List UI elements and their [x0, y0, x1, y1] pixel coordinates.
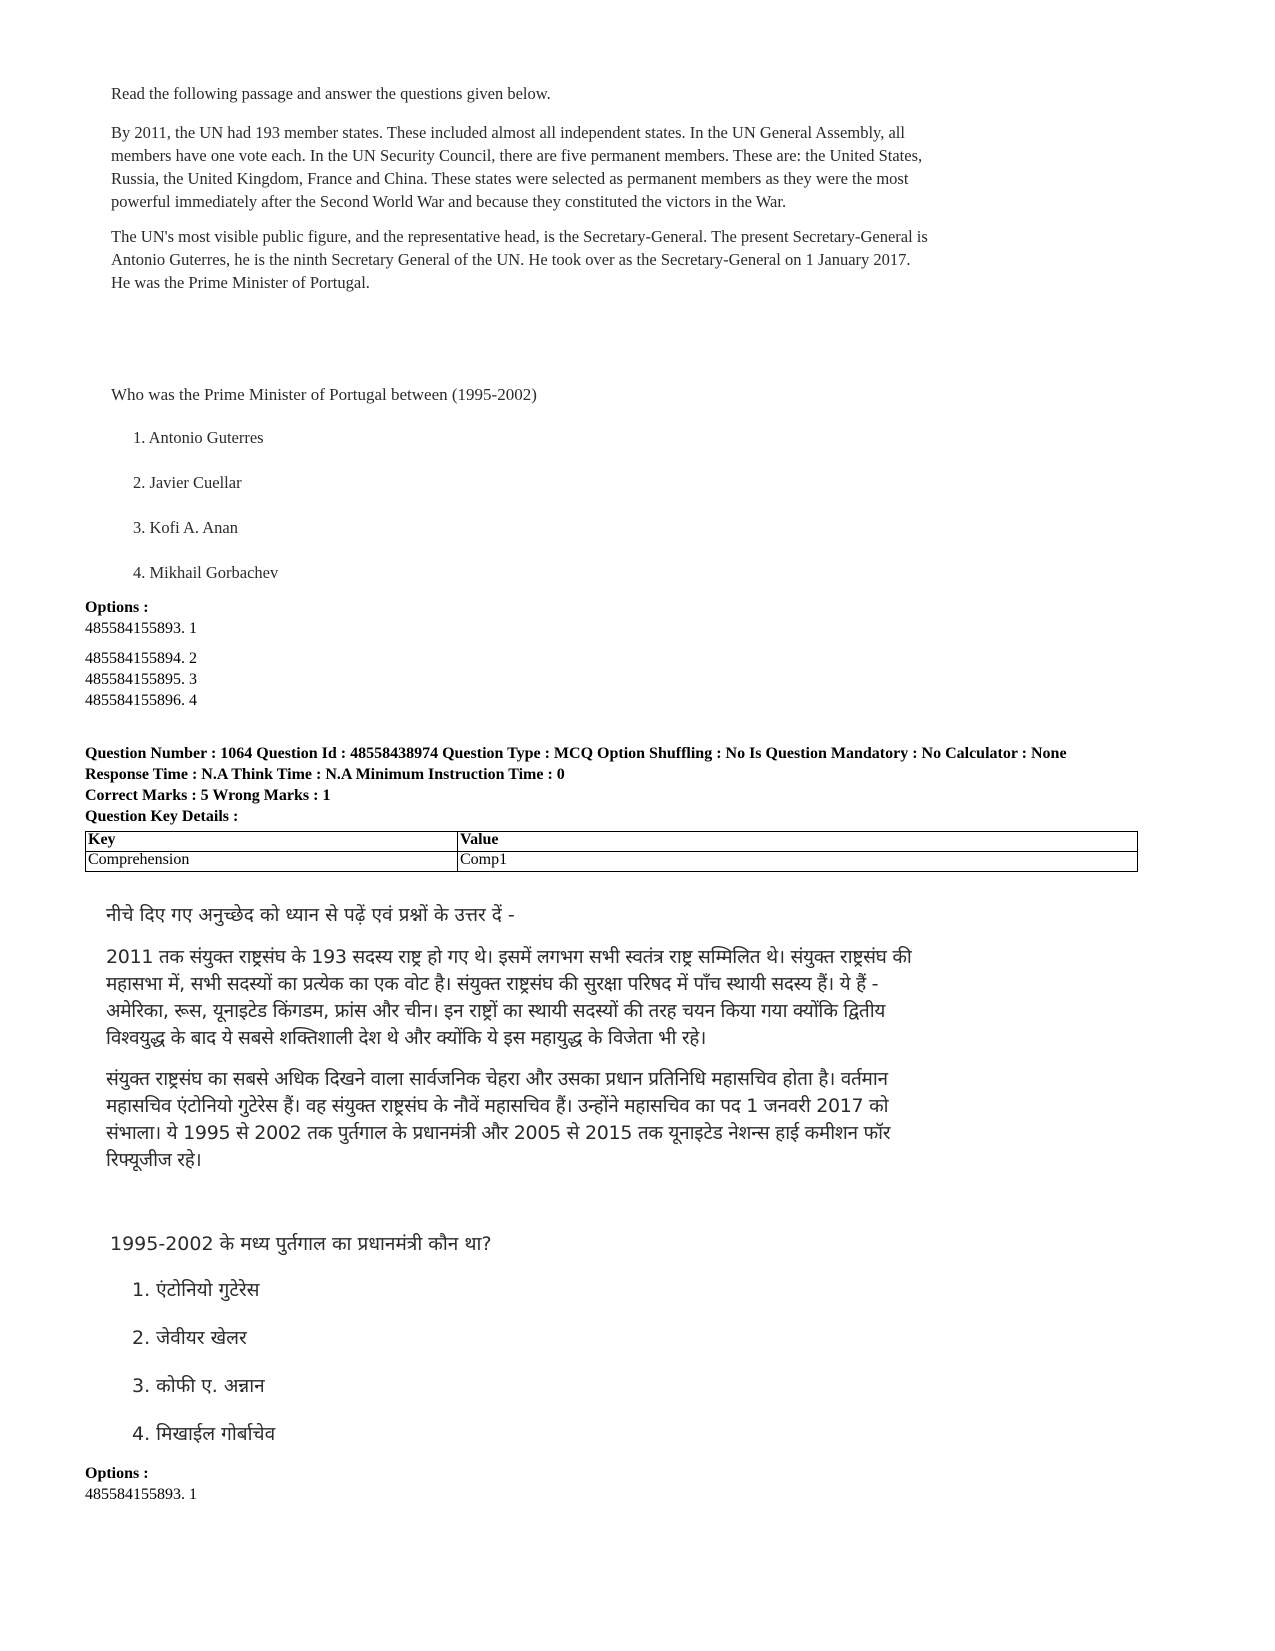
question-options-hi — [132, 1278, 275, 1470]
table-header-value: Value — [458, 832, 1138, 852]
passage-paragraph-hi-2: संयुक्त राष्ट्रसंघ का सबसे अधिक दिखने वाला सार्वजनिक चेहरा और उसका प्रधान प्रतिनिधि महासचिव होता है। वर्तमान महासचिव एंटोनियो गुटेरेस हैं। वह संयुक्त राष्ट्रसंघ के नौवें महासचिव हैं। उन्होंने महासचिव का पद 1 जनवरी 2017 को संभाला। ये 1995 से 2002 तक पुर्तगाल के प्रधानमंत्री और 2005 से 2015 तक यूनाइटेड नेशन्स हाई कमीशन फॉर रिफ्यूजीज रहे। — [106, 1068, 891, 1171]
question-text-hi: 1995-2002 के मध्य पुर्तगाल का प्रधानमंत्री कौन था? — [110, 1233, 492, 1255]
timing-meta-line: Response Time : N.A Think Time : N.A Minimum Instruction Time : 0 — [85, 766, 565, 783]
option-id-2: 485584155894. 2 — [85, 650, 197, 667]
table-cell-value: Comp1 — [458, 852, 1138, 872]
question-options-en — [133, 427, 278, 607]
option-en-3: 3. Kofi A. Anan — [133, 518, 238, 537]
option-hi-1: 1. एंटोनियो गुटेरेस — [132, 1279, 260, 1301]
table-header-row — [86, 832, 1138, 852]
hindi-passage — [106, 902, 946, 1174]
option-en-2: 2. Javier Cuellar — [133, 473, 242, 492]
option-en-1: 1. Antonio Guterres — [133, 428, 264, 447]
table-cell-key: Comprehension — [86, 852, 458, 872]
table-header-key: Key — [86, 832, 458, 852]
option-id-1: 485584155893. 1 — [85, 620, 197, 637]
passage-paragraph-en-1: By 2011, the UN had 193 member states. These included almost all independent states. In the UN General Assembly, all members have one vote each. In the UN Security Council, there are five permanent members. These are: the United States, Russia, the United Kingdom, France and China. These states were selected as permanent members as they were the most powerful immediately after the Second World War and because they constituted the victors in the War. — [111, 123, 923, 211]
options-label-2: Options : — [85, 1465, 149, 1482]
marks-meta-line: Correct Marks : 5 Wrong Marks : 1 — [85, 787, 331, 804]
passage-instruction-hi: नीचे दिए गए अनुच्छेद को ध्यान से पढ़ें एवं प्रश्नों के उत्तर दें - — [106, 904, 515, 926]
passage-paragraph-hi-1: 2011 तक संयुक्त राष्ट्रसंघ के 193 सदस्य राष्ट्र हो गए थे। इसमें लगभग सभी स्वतंत्र राष्ट्र सम्मिलित थे। संयुक्त राष्ट्रसंघ की महासभा में, सभी सदस्यों का प्रत्येक का एक वोट है। संयुक्त राष्ट्रसंघ की सुरक्षा परिषद में पाँच स्थायी सदस्य हैं। ये हैं - अमेरिका, रूस, यूनाइटेड किंगडम, फ्रांस और चीन। इन राष्ट्रों का स्थायी सदस्यों की तरह चयन किया गया क्योंकि द्वितीय विश्वयुद्ध के बाद ये सबसे शक्तिशाली देश थे और क्योंकि ये इस महायुद्ध के विजेता भी रहे। — [106, 946, 912, 1049]
options-label-1: Options : — [85, 599, 149, 616]
english-passage — [111, 83, 931, 294]
key-value-table — [85, 831, 1138, 872]
option-hi-3: 3. कोफी ए. अन्नान — [132, 1375, 265, 1397]
option-id-4: 485584155896. 4 — [85, 692, 197, 709]
key-value-table-wrap — [85, 831, 1138, 872]
passage-paragraph-en-2: The UN's most visible public figure, and the representative head, is the Secretary-General. The present Secretary-General is Antonio Guterres, he is the ninth Secretary General of the UN. He took over as the Secretary-General on 1 January 2017. He was the Prime Minister of Portugal. — [111, 227, 928, 292]
option-hi-2: 2. जेवीयर खेलर — [132, 1327, 247, 1349]
option-hi-4: 4. मिखाईल गोर्बाचेव — [132, 1423, 276, 1445]
passage-instruction-en: Read the following passage and answer the questions given below. — [111, 84, 551, 103]
key-details-label: Question Key Details : — [85, 808, 239, 825]
question-meta-line: Question Number : 1064 Question Id : 48558438974 Question Type : MCQ Option Shuffling : No Is Question Mandatory : No Calculator : None — [85, 745, 1067, 762]
option-id-1-block2: 485584155893. 1 — [85, 1486, 197, 1503]
option-en-4: 4. Mikhail Gorbachev — [133, 563, 279, 582]
table-row — [86, 852, 1138, 872]
question-text-en: Who was the Prime Minister of Portugal between (1995-2002) — [111, 385, 537, 404]
option-id-3: 485584155895. 3 — [85, 671, 197, 688]
